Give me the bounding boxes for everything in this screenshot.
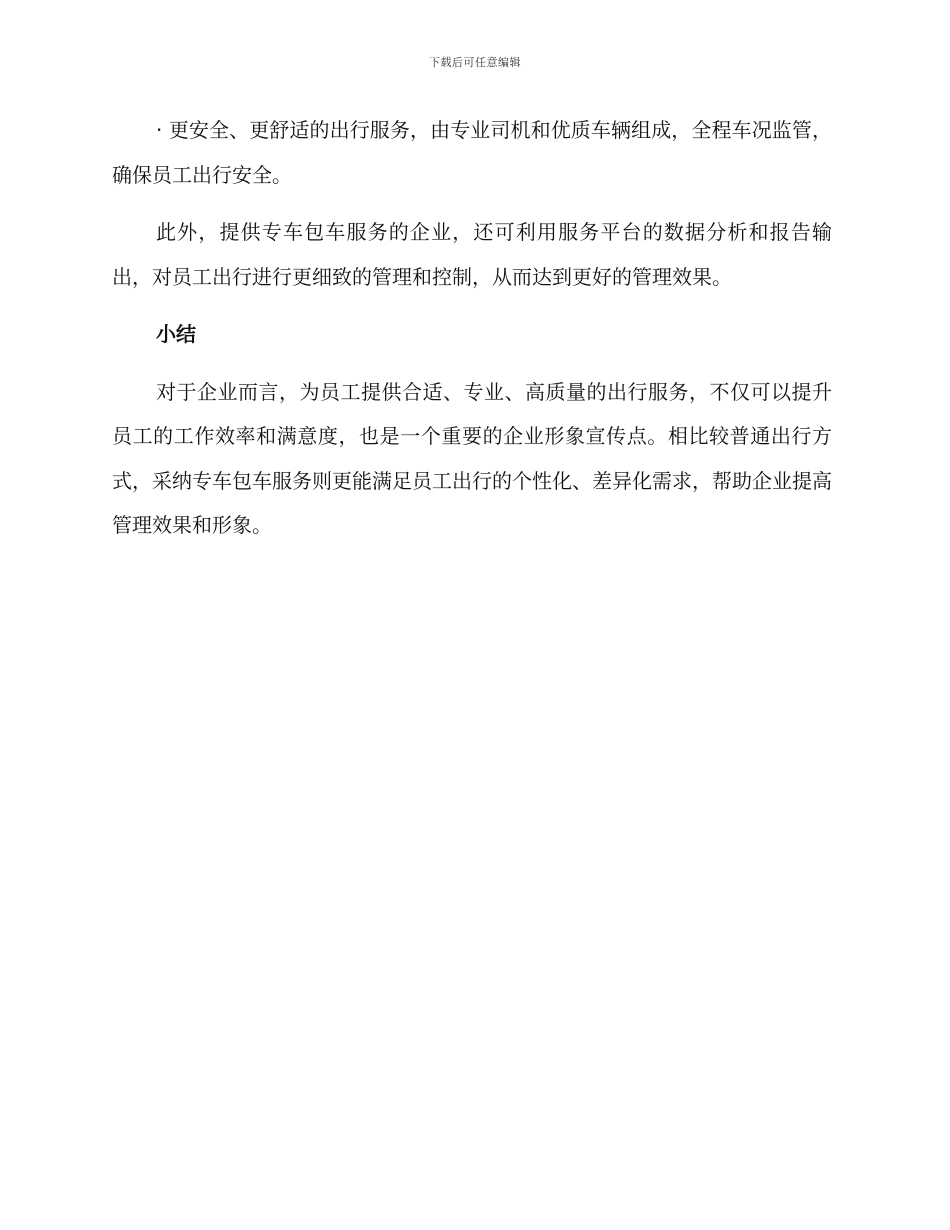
page-header: 下载后可任意编辑	[429, 56, 521, 69]
body-paragraph: 此外，提供专车包车服务的企业，还可利用服务平台的数据分析和报告输出，对员工出行进行更细致的管理和控制，从而达到更好的管理效果。	[112, 220, 832, 289]
section-heading: 小结	[156, 322, 196, 346]
summary-paragraph: 对于企业而言，为员工提供合适、专业、高质量的出行服务，不仅可以提升员工的工作效率和满意度，也是一个重要的企业形象宣传点。相比较普通出行方式，采纳专车包车服务则更能满足员工出行的个性化、差异化需求，帮助企业提高管理效果和形象。	[112, 379, 832, 537]
document-body	[112, 108, 832, 548]
bullet-paragraph: · 更安全、更舒适的出行服务，由专业司机和优质车辆组成，全程车况监管，确保员工出行安全。	[112, 118, 832, 187]
